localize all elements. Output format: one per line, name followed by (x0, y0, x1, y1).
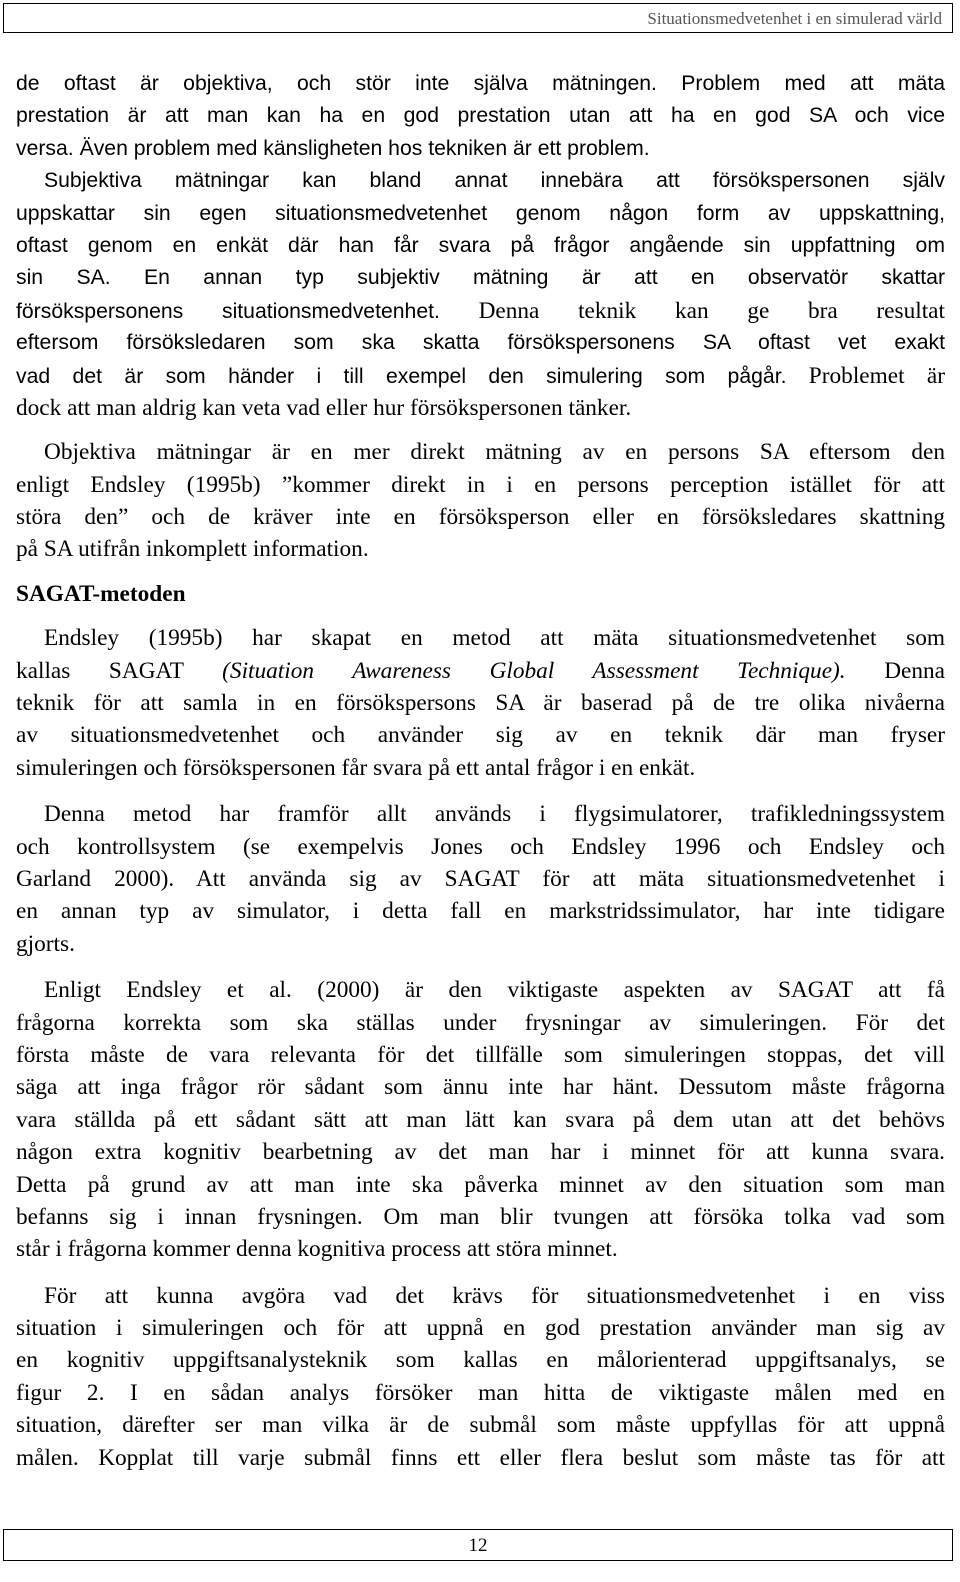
text-line: vara ställda på ett sådant sätt att man lätt kan svara på dem utan att det behövs (16, 1106, 945, 1133)
text-segment: Denna teknik kan ge bra resultat (439, 297, 945, 324)
text-line: dock att man aldrig kan veta vad eller hur försökspersonen tänker. (16, 394, 632, 421)
paragraph-1 (16, 68, 945, 165)
page-body (16, 68, 945, 1474)
paragraph-4 (16, 622, 945, 784)
text-line: Detta på grund av att man inte ska påverka minnet av den situation som man (16, 1171, 945, 1198)
paragraph-6 (16, 974, 945, 1266)
section-heading-text: SAGAT-metoden (16, 580, 186, 607)
text-line: teknik för att samla in en försökspersons SA är baserad på de tre olika nivåerna (16, 690, 945, 717)
text-line: situation, därefter ser man vilka är de submål som måste uppfyllas för att uppnå (16, 1412, 945, 1439)
text-line: simuleringen och försökspersonen får svara på ett antal frågor i en enkät. (16, 754, 696, 781)
text-line: störa den” och de kräver inte en försöksperson eller en försöksledares skattning (16, 504, 945, 531)
section-heading (16, 578, 945, 610)
text-line: oftast genom en enkät där han får svara på frågor angående sin uppfattning om (16, 233, 945, 257)
sagat-expansion: (Situation Awareness Global Assessment Technique). (222, 657, 846, 684)
text-line: Endsley (1995b) har skapat en metod att mäta situationsmedvetenhet som (44, 625, 945, 652)
paragraph-7 (16, 1280, 945, 1474)
text-line: befanns sig i innan frysningen. Om man blir tvungen att försöka tolka vad som (16, 1203, 945, 1230)
text-line: av situationsmedvetenhet och använder sig av en teknik där man fryser (16, 722, 945, 749)
text-line: en annan typ av simulator, i detta fall en markstridssimulator, har inte tidigare (16, 898, 945, 925)
text-segment: Problemet är (786, 362, 945, 389)
text-line: står i frågorna kommer denna kognitiva process att störa minnet. (16, 1236, 618, 1263)
text-line: versa. Även problem med känsligheten hos tekniken är ett problem. (16, 136, 650, 160)
text-line: första måste de vara relevanta för det tillfälle som simuleringen stoppas, det vill (16, 1041, 945, 1068)
text-line: på SA utifrån inkomplett information. (16, 536, 369, 563)
text-line: eftersom försöksledaren som ska skatta försökspersonens SA oftast vet exakt (16, 331, 945, 355)
text-line: de oftast är objektiva, och stör inte själva mätningen. Problem med att mäta (16, 72, 945, 95)
text-line: Objektiva mätningar är en mer direkt mätning av en persons SA eftersom den (44, 439, 945, 466)
paragraph-2 (16, 165, 945, 424)
text-line: Denna metod har framför allt används i flygsimulatorer, trafikledningssystem (44, 801, 945, 828)
text-line: säga att inga frågor rör sådant som ännu inte har hänt. Dessutom måste frågorna (16, 1074, 945, 1101)
text-segment: försökspersonens situationsmedvetenhet. (16, 299, 440, 323)
text-line: Subjektiva mätningar kan bland annat innebära att försökspersonen själv (44, 169, 945, 193)
text-line (16, 295, 945, 327)
text-line: sin SA. En annan typ subjektiv mätning är att en observatör skattar (16, 266, 945, 290)
text-line (16, 655, 945, 687)
page-number: 12 (468, 1535, 488, 1556)
text-line: prestation är att man kan ha en god prestation utan att ha en god SA och vice (16, 104, 945, 128)
text-line: gjorts. (16, 930, 75, 957)
text-segment: kallas SAGAT (16, 657, 223, 684)
paragraph-5 (16, 798, 945, 960)
text-line: enligt Endsley (1995b) ”kommer direkt in i en persons perception istället för att (16, 471, 945, 498)
page-header (3, 3, 953, 33)
text-line: figur 2. I en sådan analys försöker man hitta de viktigaste målen med en (16, 1379, 945, 1406)
text-line: och kontrollsystem (se exempelvis Jones och Endsley 1996 och Endsley och (16, 833, 945, 860)
text-line: målen. Kopplat till varje submål finns ett eller flera beslut som måste tas för att (16, 1444, 945, 1471)
text-line: uppskattar sin egen situationsmedvetenhet genom någon form av uppskattning, (16, 201, 945, 225)
paragraph-3 (16, 436, 945, 566)
page-footer (3, 1529, 953, 1561)
text-line: situation i simuleringen och för att uppnå en god prestation använder man sig av (16, 1315, 945, 1342)
text-line: en kognitiv uppgiftsanalysteknik som kallas en målorienterad uppgiftsanalys, se (16, 1347, 945, 1374)
text-segment: Denna (845, 657, 945, 684)
text-line: För att kunna avgöra vad det krävs för situationsmedvetenhet i en viss (44, 1282, 945, 1309)
text-line: Garland 2000). Att använda sig av SAGAT för att mäta situationsmedvetenhet i (16, 865, 945, 892)
text-line: frågorna korrekta som ska ställas under frysningar av simuleringen. För det (16, 1009, 945, 1036)
text-line: Enligt Endsley et al. (2000) är den viktigaste aspekten av SAGAT att få (44, 977, 945, 1004)
text-line: någon extra kognitiv bearbetning av det man har i minnet för att kunna svara. (16, 1139, 945, 1166)
running-header-title: Situationsmedvetenhet i en simulerad värld (647, 9, 942, 28)
text-segment: vad det är som händer i till exempel den simulering som pågår. (16, 364, 787, 388)
text-line (16, 360, 945, 392)
